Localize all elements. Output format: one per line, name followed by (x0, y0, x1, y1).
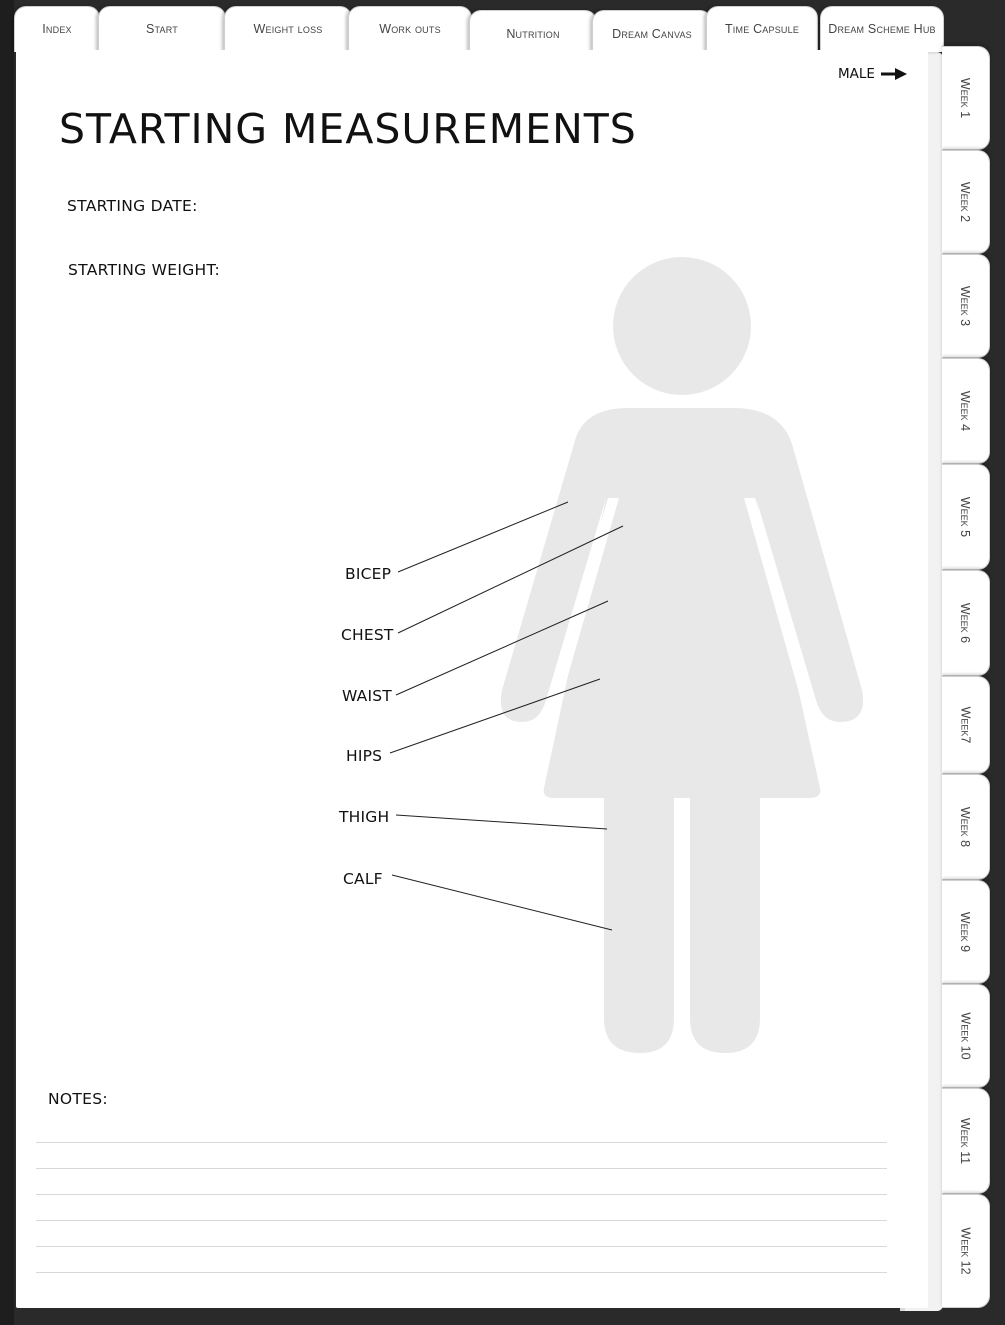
page-title: STARTING MEASUREMENTS (59, 105, 637, 153)
notes-line (36, 1168, 887, 1169)
tab-dream-canvas[interactable]: Dream Canvas (592, 10, 712, 52)
tab-week-4[interactable] (942, 358, 990, 464)
tab-time-capsule[interactable]: Time Capsule (706, 6, 818, 52)
waist-label: WAIST (342, 687, 392, 705)
chest-label: CHEST (341, 626, 394, 644)
tab-week-7[interactable] (942, 676, 990, 774)
hips-label: HIPS (346, 747, 383, 765)
bicep-label: BICEP (345, 565, 392, 583)
notes-line (36, 1246, 887, 1247)
tab-week-3-label: Week 3 (958, 285, 973, 327)
tab-week-12[interactable] (942, 1194, 990, 1308)
tab-week-8[interactable] (942, 774, 990, 880)
tab-week-1-label: Week 1 (958, 77, 973, 119)
figure-right-leg (690, 798, 760, 1053)
tab-week-5-label: Week 5 (958, 496, 973, 538)
figure-left-leg (604, 798, 674, 1053)
tab-work-outs[interactable]: Work outs (348, 6, 472, 52)
figure-head (613, 257, 751, 395)
top-tab-bar (14, 4, 944, 56)
notes-line (36, 1272, 887, 1273)
tab-nutrition[interactable]: Nutrition (469, 10, 597, 52)
tab-week-10-label: Week 10 (958, 1012, 973, 1060)
tab-week-8-label: Week 8 (958, 806, 973, 848)
thigh-pointer-line (396, 815, 607, 829)
tab-week-2-label: Week 2 (958, 181, 973, 223)
tab-week-2[interactable] (942, 150, 990, 254)
tab-dream-scheme-hub[interactable]: Dream Scheme Hub (820, 6, 944, 52)
calf-label: CALF (343, 870, 383, 888)
tab-week-11-label: Week 11 (958, 1117, 973, 1165)
tab-week-7-label: Week7 (958, 706, 973, 744)
tab-week-11[interactable] (942, 1088, 990, 1194)
tab-week-9[interactable] (942, 880, 990, 984)
measurement-page (16, 50, 928, 1308)
tab-week-9-label: Week 9 (958, 911, 973, 953)
tab-week-6-label: Week 6 (958, 602, 973, 644)
female-body-figure (16, 50, 928, 1308)
tab-week-12-label: Week 12 (958, 1227, 973, 1275)
figure-torso (501, 408, 863, 798)
tab-week-4-label: Week 4 (958, 390, 973, 432)
tab-week-3[interactable] (942, 254, 990, 358)
tab-weight-loss[interactable]: Weight loss (224, 6, 352, 52)
tab-week-10[interactable] (942, 984, 990, 1088)
device-frame-edge (0, 0, 14, 1325)
calf-pointer-line (392, 875, 612, 930)
tab-index[interactable]: Index (14, 6, 100, 52)
tab-week-1[interactable] (942, 46, 990, 150)
starting-date-label: STARTING DATE: (67, 197, 198, 215)
notes-line (36, 1142, 887, 1143)
notes-line (36, 1194, 887, 1195)
tab-week-6[interactable] (942, 570, 990, 676)
notes-line (36, 1220, 887, 1221)
thigh-label: THIGH (339, 808, 390, 826)
tab-week-5[interactable] (942, 464, 990, 570)
male-toggle-label: MALE (838, 66, 875, 82)
notes-label: NOTES: (48, 1090, 108, 1108)
starting-weight-label: STARTING WEIGHT: (68, 261, 221, 279)
tab-start[interactable]: Start (98, 6, 226, 52)
